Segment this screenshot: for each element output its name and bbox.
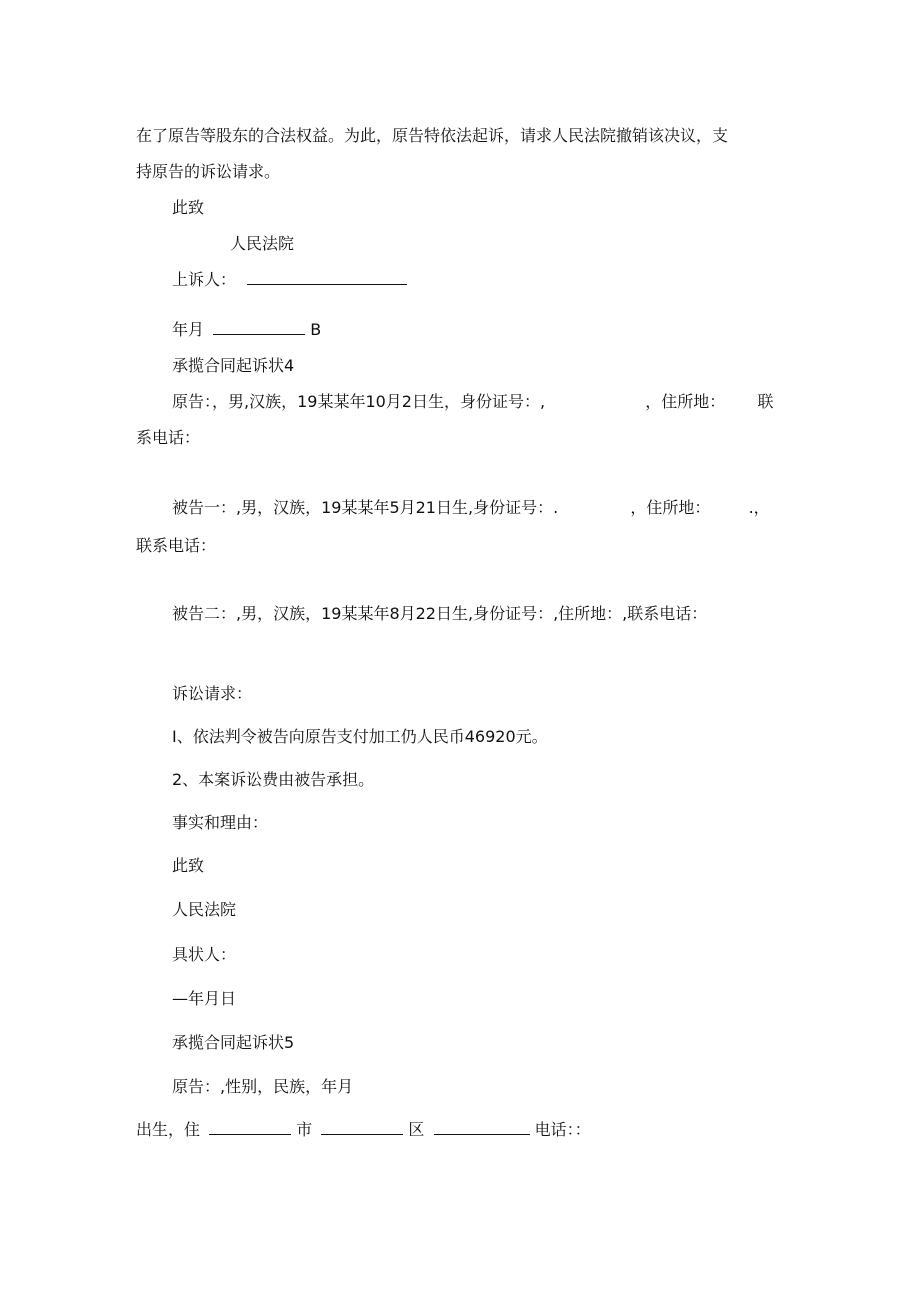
punctuation: .， (748, 498, 770, 517)
court-name: 人民法院 (230, 234, 295, 253)
date-prefix: 年月 (172, 320, 205, 339)
paragraph-line: 联系电话： (136, 536, 217, 555)
defendant-line (172, 498, 770, 518)
city-blank (209, 1120, 291, 1135)
salutation: 此致 (172, 198, 205, 217)
residence-label: ，住所地： (645, 392, 726, 411)
date-suffix: B (310, 320, 322, 339)
court-name: 人民法院 (172, 900, 237, 919)
paragraph-line: 在了原告等股东的合法权益。为此，原告特依法起诉，请求人民法院撤销该决议，支 (136, 126, 729, 145)
defendant-line: 被告二：,男，汉族，19某某年8月22日生,身份证号：,住所地：,联系电话： (172, 604, 708, 623)
city-label: 市 (296, 1120, 313, 1139)
address-line (136, 1120, 591, 1140)
plaintiff-line: 原告：,性别，民族，年月 (172, 1077, 354, 1096)
claims-heading: 诉讼请求： (172, 684, 253, 703)
plaintiff-info: 原告：，男,汉族，19某某年10月2日生，身份证号：, (172, 392, 546, 411)
contact-label-start: 联 (757, 392, 774, 411)
plaintiff-line (172, 392, 773, 412)
phone-label: 电话：： (534, 1120, 591, 1139)
claim-item: 2、本案诉讼费由被告承担。 (172, 770, 375, 789)
date-line (172, 320, 321, 340)
appellant-label: 上诉人： (172, 270, 237, 289)
section-title: 承揽合同起诉状5 (172, 1033, 295, 1052)
date-line: —年月日 (172, 989, 237, 1008)
district-label: 区 (408, 1120, 425, 1139)
paragraph-line: 持原告的诉讼请求。 (136, 162, 281, 181)
date-blank (213, 320, 305, 335)
facts-heading: 事实和理由： (172, 813, 269, 832)
signer-label: 具状人： (172, 945, 237, 964)
claim-item: I、依法判令被告向原告支付加工仍人民币46920元。 (172, 727, 548, 746)
birth-residence-label: 出生，住 (136, 1120, 201, 1139)
defendant-info: 被告一：,男，汉族，19某某年5月21日生,身份证号：. (172, 498, 559, 517)
appellant-line (172, 270, 407, 290)
signature-blank (247, 270, 407, 285)
section-title: 承揽合同起诉状4 (172, 356, 295, 375)
district-blank (321, 1120, 403, 1135)
paragraph-line: 系电话： (136, 428, 201, 447)
phone-blank (434, 1120, 530, 1135)
salutation: 此致 (172, 856, 205, 875)
residence-label: ，住所地： (630, 498, 711, 517)
